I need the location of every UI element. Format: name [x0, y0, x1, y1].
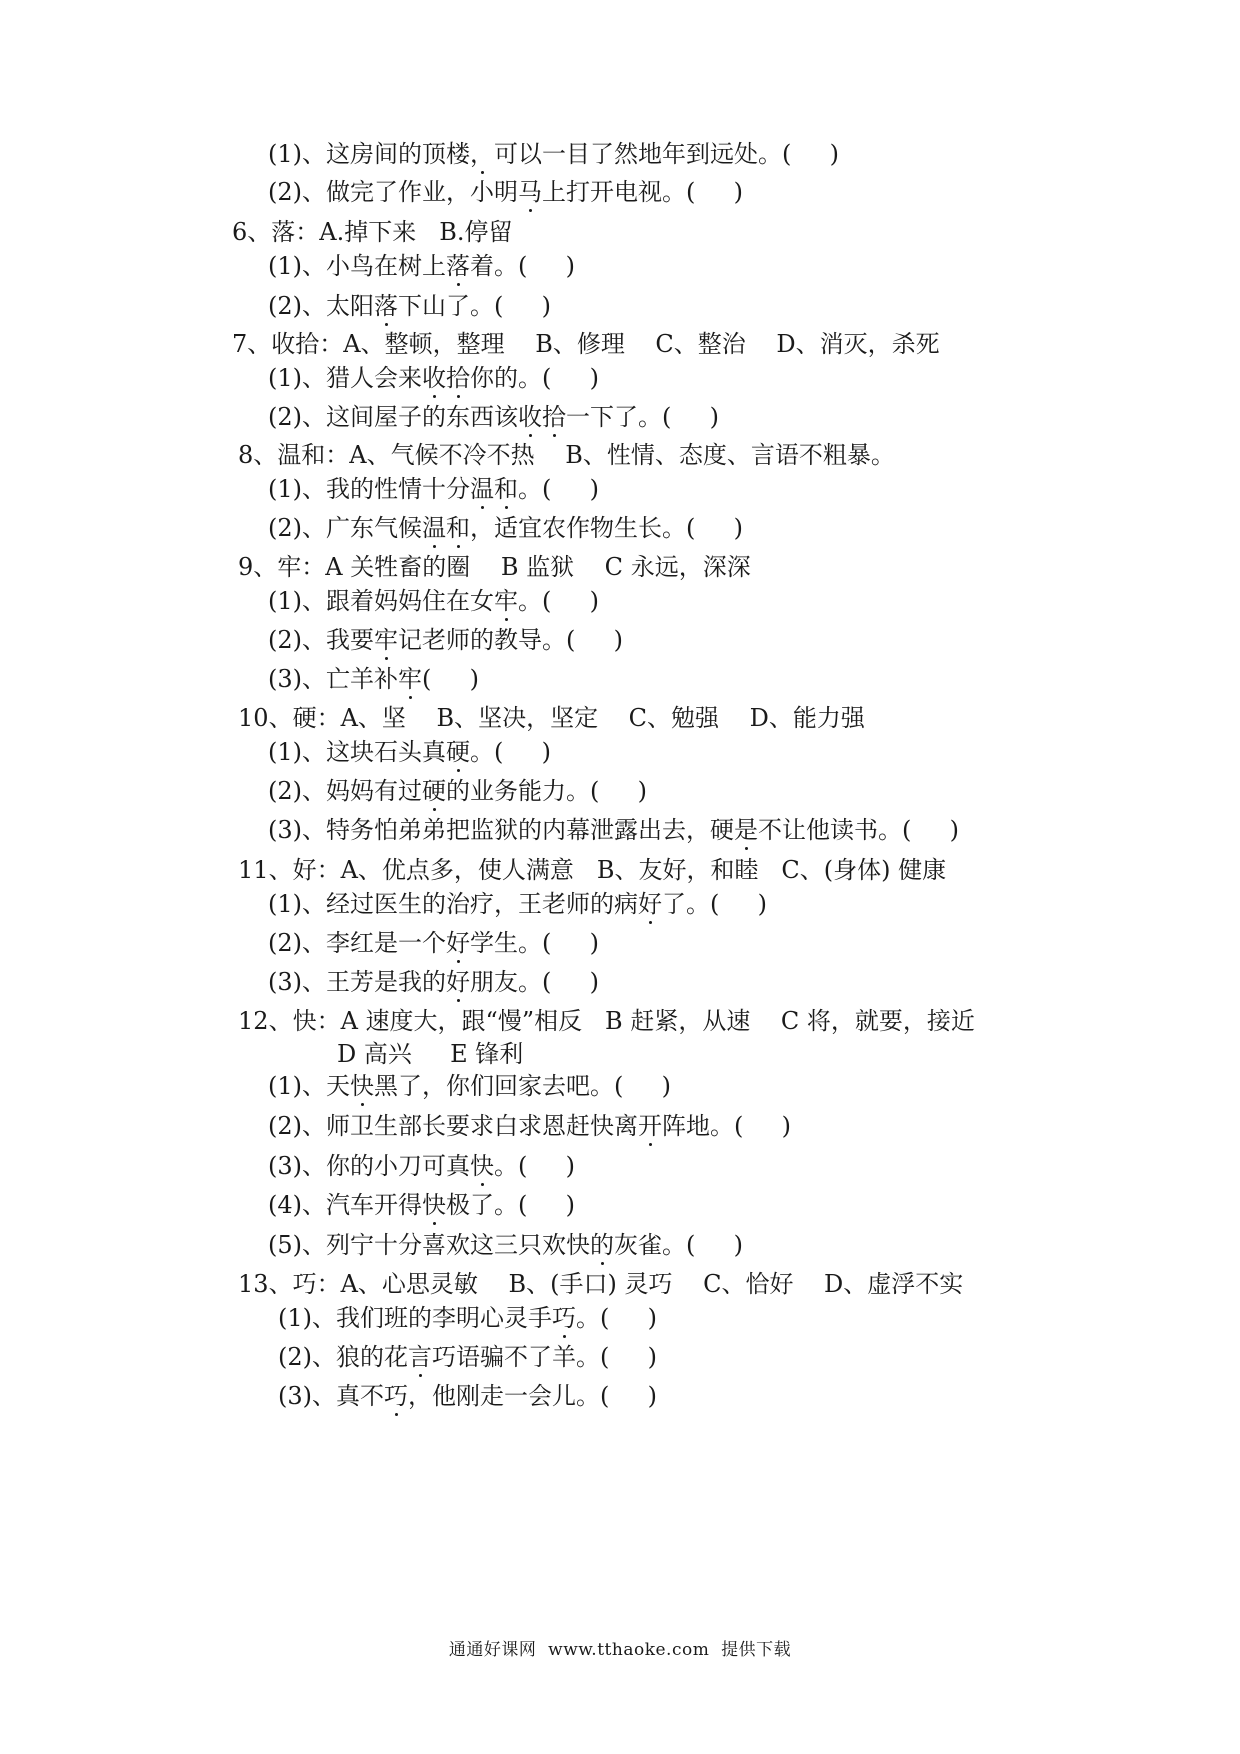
emphasis-char: 的: [590, 1231, 615, 1259]
emphasis-char: 收: [422, 364, 447, 392]
emphasis-char: 温: [470, 475, 495, 503]
emphasis-char: 牢: [374, 626, 399, 654]
emphasis-char: 快: [350, 1072, 375, 1100]
emphasis-char: 好: [638, 890, 663, 918]
question-10-heading: 10、硬：A、坚 B、坚决，坚定 C、勉强 D、能力强: [238, 704, 865, 732]
emphasis-char: 和: [446, 514, 471, 542]
question-12-heading-cont: D 高兴 E 锋利: [337, 1040, 524, 1068]
line-12-2: (2)、师卫生部长要求白求恩赶快离开阵地。( ): [268, 1112, 791, 1140]
line-10-3: (3)、特务怕弟弟把监狱的内幕泄露出去，硬是不让他读书。( ): [268, 816, 959, 844]
emphasis-char: 落: [446, 252, 471, 280]
emphasis-char: ，: [470, 140, 495, 168]
line-9-3: (3)、亡羊补牢( ): [268, 665, 479, 693]
footer-credit: 通通好课网 www.tthaoke.com 提供下载: [448, 1640, 792, 1660]
emphasis-char: 和: [494, 475, 519, 503]
line-8-1: (1)、我的性情十分温和。( ): [268, 475, 599, 503]
line-7-1: (1)、猎人会来收拾你的。( ): [268, 364, 599, 392]
question-7-heading: 7、收拾：A、整顿，整理 B、修理 C、整治 D、消灭，杀死: [232, 330, 940, 358]
emphasis-char: 言: [408, 1343, 433, 1371]
line-6-1: (1)、小鸟在树上落着。( ): [268, 252, 575, 280]
line-8-2: (2)、广东气候温和，适宜农作物生长。( ): [268, 514, 743, 542]
line-12-5: (5)、列宁十分喜欢这三只欢快的灰雀。( ): [268, 1231, 743, 1259]
emphasis-char: 落: [374, 292, 399, 320]
emphasis-char: 牢: [398, 665, 423, 693]
emphasis-char: 硬: [446, 738, 471, 766]
line-12-3: (3)、你的小刀可真快。( ): [268, 1152, 575, 1180]
line-7-2: (2)、这间屋子的东西该收拾一下了。( ): [268, 403, 719, 431]
emphasis-char: 快: [470, 1152, 495, 1180]
emphasis-char: 拾: [542, 403, 567, 431]
emphasis-char: 硬: [422, 777, 447, 805]
line-12-1: (1)、天快黑了，你们回家去吧。( ): [268, 1072, 671, 1100]
emphasis-char: 牢: [494, 587, 519, 615]
emphasis-char: 收: [518, 403, 543, 431]
line-5-1: (1)、这房间的顶楼，可以一目了然地年到远处。( ): [268, 140, 839, 168]
question-12-heading: 12、快：A 速度大，跟“慢”相反 B 赶紧，从速 C 将，就要，接近: [238, 1007, 975, 1035]
line-11-2: (2)、李红是一个好学生。( ): [268, 929, 599, 957]
line-11-3: (3)、王芳是我的好朋友。( ): [268, 968, 599, 996]
line-6-2: (2)、太阳落下山了。( ): [268, 292, 551, 320]
emphasis-char: 好: [446, 968, 471, 996]
question-6-heading: 6、落：A.掉下来 B.停留: [232, 218, 513, 246]
line-5-2: (2)、做完了作业，小明马上打开电视。( ): [268, 178, 743, 206]
emphasis-char: 是: [734, 816, 759, 844]
emphasis-char: 巧: [384, 1382, 409, 1410]
line-13-2: (2)、狼的花言巧语骗不了羊。( ): [278, 1343, 657, 1371]
question-11-heading: 11、好：A、优点多，使人满意 B、友好，和睦 C、(身体) 健康: [238, 856, 947, 884]
line-13-3: (3)、真不巧，他刚走一会儿。( ): [278, 1382, 657, 1410]
line-12-4: (4)、汽车开得快极了。( ): [268, 1191, 575, 1219]
emphasis-char: 巧: [552, 1304, 577, 1332]
emphasis-char: 马: [518, 178, 543, 206]
line-9-1: (1)、跟着妈妈住在女牢。( ): [268, 587, 599, 615]
line-11-1: (1)、经过医生的治疗，王老师的病好了。( ): [268, 890, 767, 918]
question-8-heading: 8、温和：A、气候不冷不热 B、性情、态度、言语不粗暴。: [238, 441, 895, 469]
emphasis-char: 拾: [446, 364, 471, 392]
emphasis-char: 开: [638, 1112, 663, 1140]
line-9-2: (2)、我要牢记老师的教导。( ): [268, 626, 623, 654]
line-10-1: (1)、这块石头真硬。( ): [268, 738, 551, 766]
question-9-heading: 9、牢：A 关牲畜的圈 B 监狱 C 永远，深深: [238, 553, 751, 581]
emphasis-char: 快: [422, 1191, 447, 1219]
question-13-heading: 13、巧：A、心思灵敏 B、(手口) 灵巧 C、恰好 D、虚浮不实: [238, 1270, 964, 1298]
emphasis-char: 好: [446, 929, 471, 957]
line-13-1: (1)、我们班的李明心灵手巧。( ): [278, 1304, 657, 1332]
emphasis-char: 温: [422, 514, 447, 542]
line-10-2: (2)、妈妈有过硬的业务能力。( ): [268, 777, 647, 805]
